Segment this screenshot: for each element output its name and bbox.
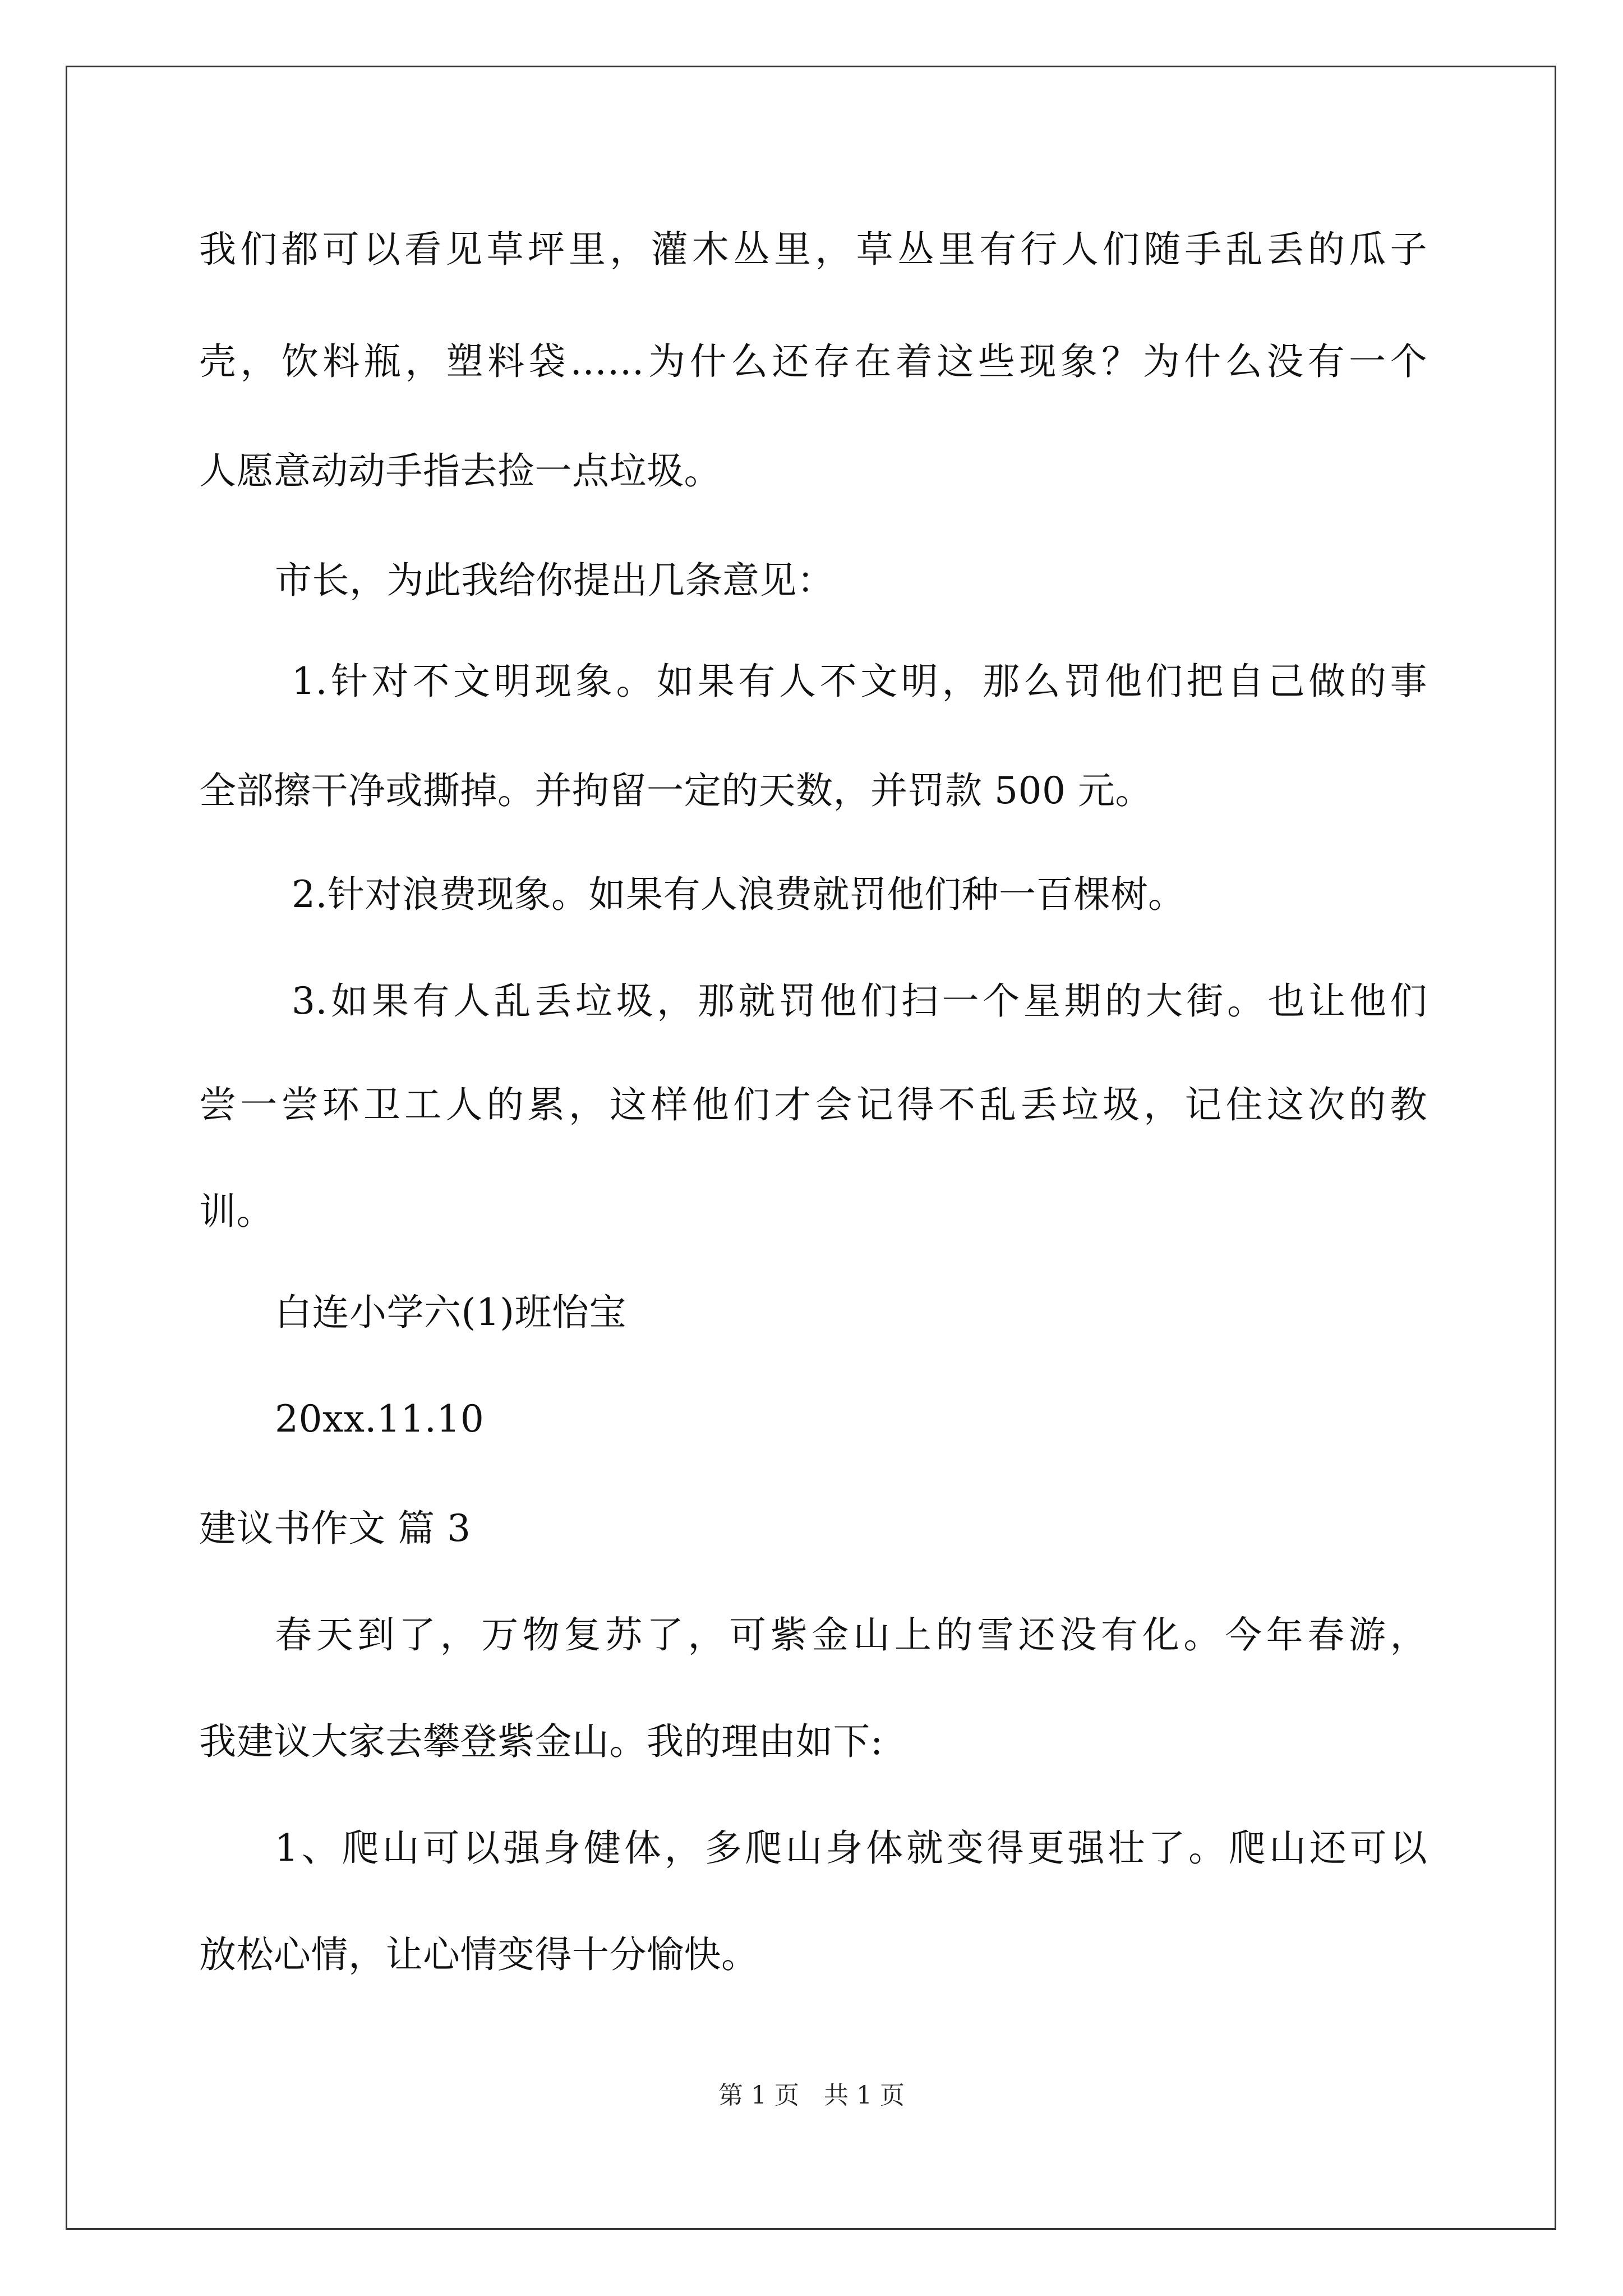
page-border [66, 66, 1556, 2230]
paragraph-line: 人愿意动动手指去捡一点垃圾。 [199, 449, 721, 493]
list-item-line: 训。 [199, 1190, 274, 1233]
paragraph-line: 市长，为此我给你提出几条意见： [275, 559, 834, 602]
list-item-line: 1.针对不文明现象。如果有人不文明，那么罚他们把自己做的事 [292, 660, 1427, 703]
list-item-line: 2.针对浪费现象。如果有人浪费就罚他们种一百棵树。 [292, 873, 1186, 916]
paragraph-line: 春天到了，万物复苏了，可紫金山上的雪还没有化。今年春游， [275, 1613, 1427, 1657]
paragraph-line: 我建议大家去攀登紫金山。我的理由如下: [199, 1720, 883, 1763]
list-item-line: 全部擦干净或撕掉。并拘留一定的天数，并罚款 500 元。 [199, 769, 1152, 812]
list-item-line: 尝一尝环卫工人的累，这样他们才会记得不乱丢垃圾，记住这次的教 [199, 1083, 1427, 1126]
page-footer: 第 1 页 共 1 页 [718, 2081, 905, 2110]
list-item-line: 放松心情，让心情变得十分愉快。 [199, 1933, 759, 1976]
date-line: 20xx.11.10 [275, 1397, 485, 1441]
paragraph-line: 壳，饮料瓶，塑料袋……为什么还存在着这些现象？为什么没有一个 [199, 340, 1427, 383]
list-item-line: 3.如果有人乱丢垃圾，那就罚他们扫一个星期的大街。也让他们 [292, 979, 1427, 1023]
list-item-line: 1、爬山可以强身健体，多爬山身体就变得更强壮了。爬山还可以 [275, 1826, 1427, 1870]
signature-line: 白连小学六(1)班怡宝 [275, 1291, 626, 1334]
paragraph-line: 我们都可以看见草坪里，灌木丛里，草丛里有行人们随手乱丢的瓜子 [199, 228, 1427, 271]
section-heading: 建议书作文 篇 3 [199, 1507, 471, 1550]
